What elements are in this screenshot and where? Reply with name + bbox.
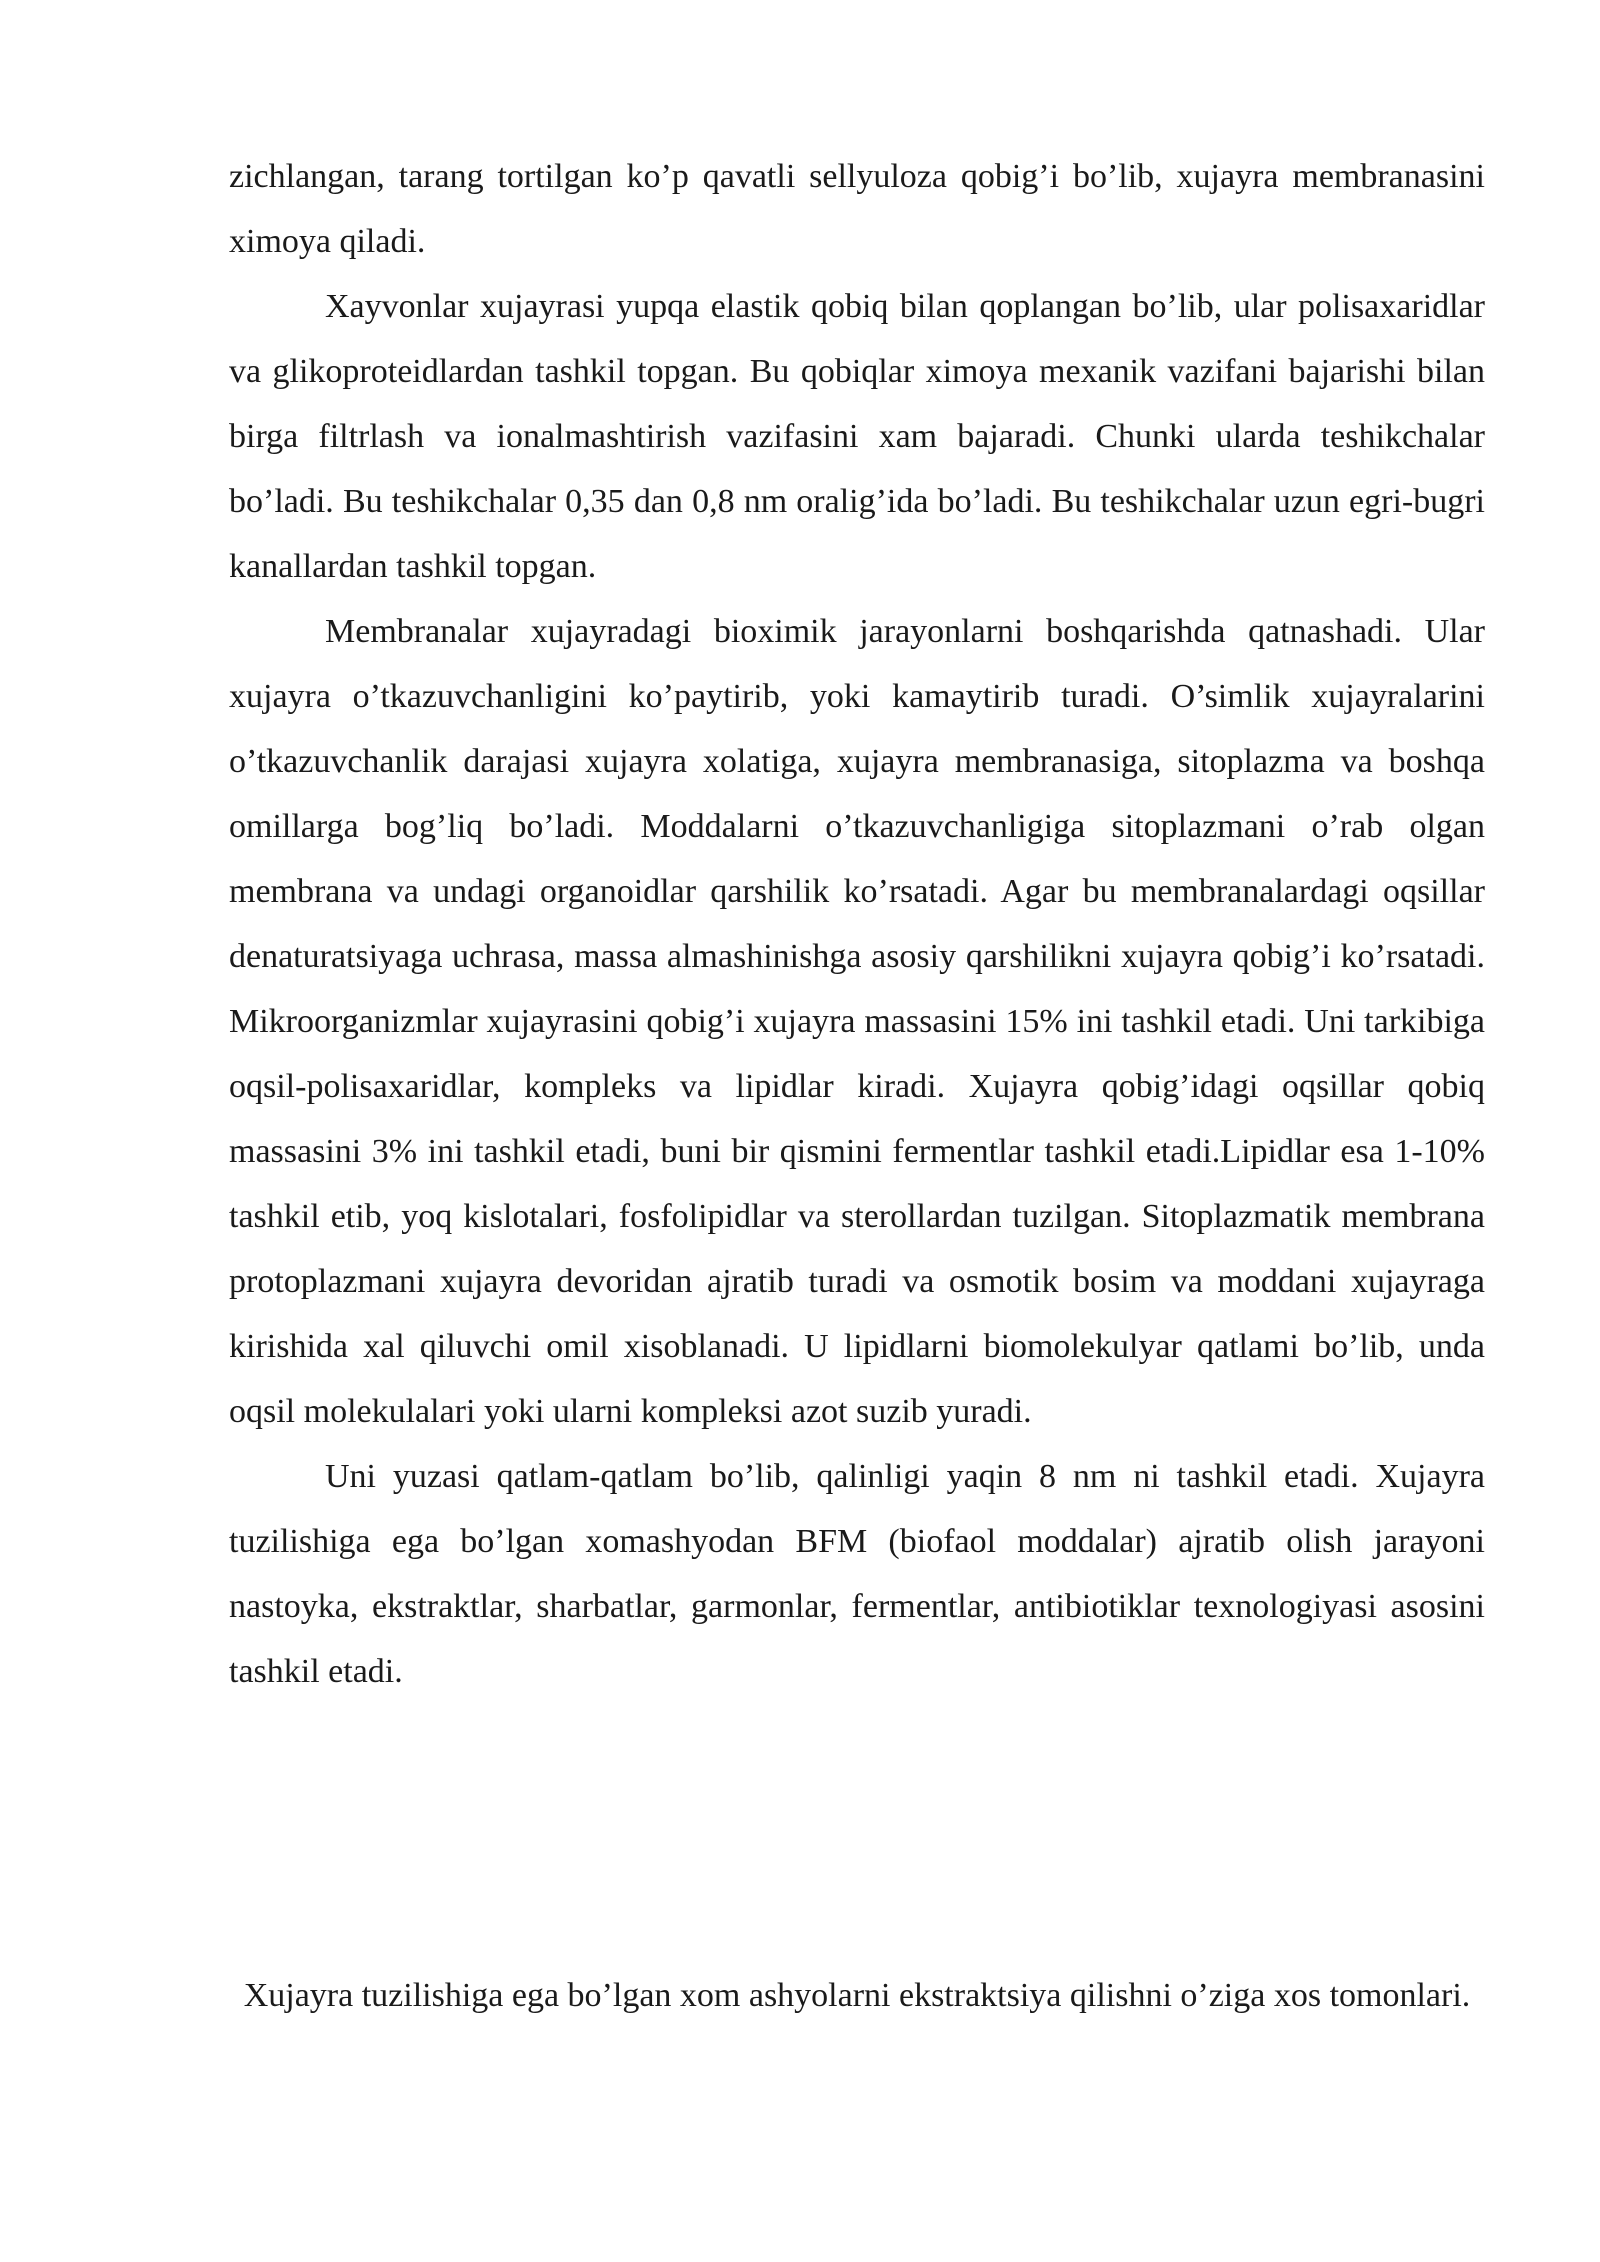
paragraph-surface-layers: Uni yuzasi qatlam-qatlam bo’lib, qalinligi yaqin 8 nm ni tashkil etadi. Xujayra tuzilishiga ega bo’lgan xomashyodan BFM (biofaol moddalar) ajratib olish jarayoni nastoyka, ekstraktlar, sharbatlar, garmonlar, fermentlar, antibiotiklar texnologiyasi asosini tashkil etadi. bbox=[229, 1458, 1485, 1690]
paragraph-membranes: Membranalar xujayradagi bioximik jarayonlarni boshqarishda qatnashadi. Ular xujayra o’tkazuvchanligini ko’paytirib, yoki kamaytirib turadi. O’simlik xujayralarini o’tkazuvchanlik darajasi xujayra xolatiga, xujayra membranasiga, sitoplazma va boshqa omillarga bog’liq bo’ladi. Moddalarni o’tkazuvchanligiga sitoplazmani o’rab olgan membrana va undagi organoidlar qarshilik ko’rsatadi. Agar bu membranalardagi oqsillar denaturatsiyaga uchrasa, massa almashinishga asosiy qarshilikni xujayra qobig’i ko’rsatadi. Mikroorganizmlar xujayrasini qobig’i xujayra massasini 15% ini tashkil etadi. Uni tarkibiga oqsil-polisaxaridlar, kompleks va lipidlar kiradi. Xujayra qobig’idagi oqsillar qobiq massasini 3% ini tashkil etadi, buni bir qismini fermentlar tashkil etadi.Lipidlar esa 1-10% tashkil etib, yoq kislotalari, fosfolipidlar va sterollardan tuzilgan. Sitoplazmatik membrana protoplazmani xujayra devoridan ajratib turadi va osmotik bosim va moddani xujayraga kirishida xal qiluvchi omil xisoblanadi. U lipidlarni biomolekulyar qatlami bo’lib, unda oqsil molekulalari yoki ularni kompleksi azot suzib yuradi. bbox=[229, 613, 1485, 1430]
body-text bbox=[229, 144, 1485, 1704]
paragraph-animal-cell-envelope: Xayvonlar xujayrasi yupqa elastik qobiq bilan qoplangan bo’lib, ular polisaxaridlar va glikoproteidlardan tashkil topgan. Bu qobiqlar ximoya mexanik vazifani bajarishi bilan birga filtrlash va ionalmashtirish vazifasini xam bajaradi. Chunki ularda teshikchalar bo’ladi. Bu teshikchalar 0,35 dan 0,8 nm oralig’ida bo’ladi. Bu teshikchalar uzun egri-bugri kanallardan tashkil topgan. bbox=[229, 288, 1485, 585]
paragraph-continuation: zichlangan, tarang tortilgan ko’p qavatli sellyuloza qobig’i bo’lib, xujayra membranasini ximoya qiladi. bbox=[229, 158, 1485, 260]
section-heading: Xujayra tuzilishiga ega bo’lgan xom ashyolarni ekstraktsiya qilishni o’ziga xos tomonlari. bbox=[243, 1977, 1471, 2014]
